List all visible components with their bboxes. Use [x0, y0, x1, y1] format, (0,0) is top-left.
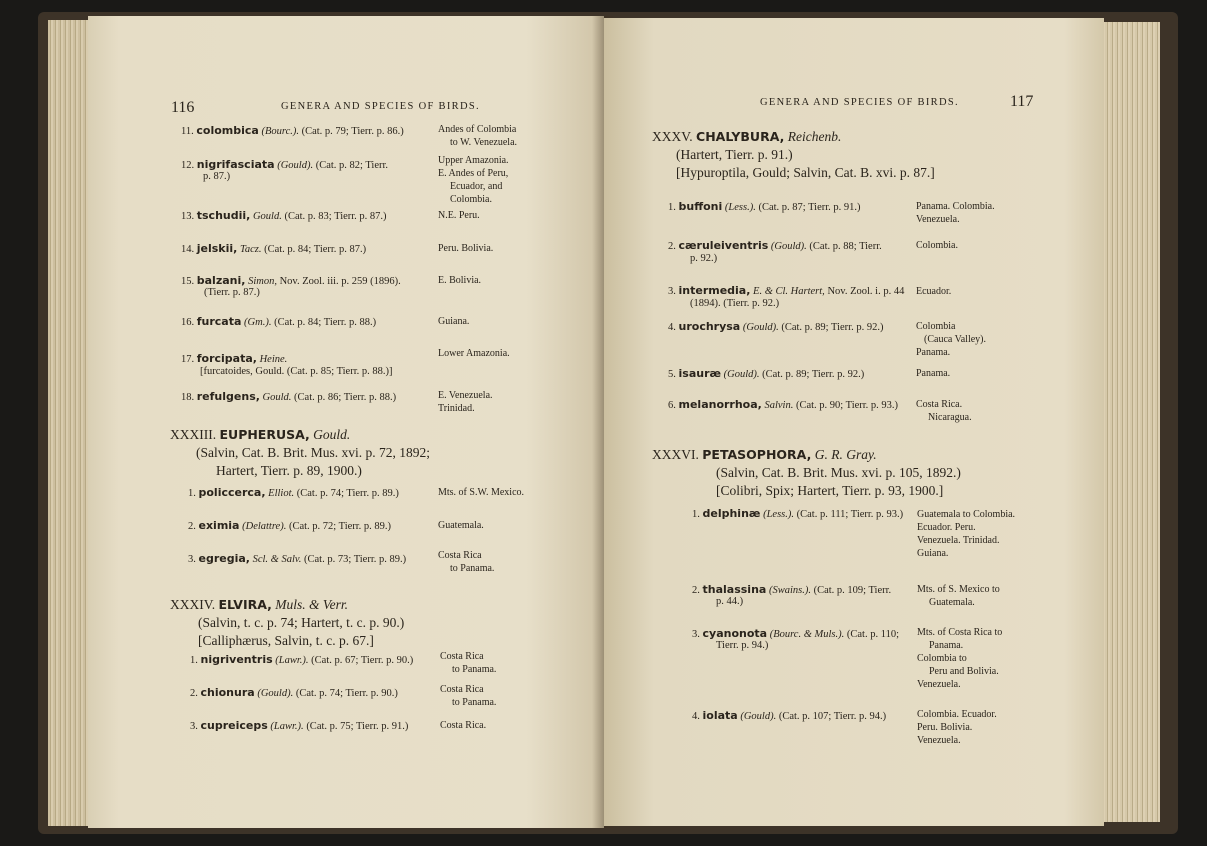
list-item: 2. chionura (Gould). (Cat. p. 74; Tierr. p. 90.): [190, 686, 398, 699]
species-name: isauræ: [678, 367, 722, 380]
list-item: 3. cupreiceps (Lawr.). (Cat. p. 75; Tierr. p. 91.): [190, 719, 409, 732]
page-number: 116: [171, 99, 195, 116]
species-name: urochrysa: [678, 320, 741, 333]
locality: Costa Rica to Panama.: [440, 651, 497, 675]
locality: Mts. of S. Mexico to Guatemala.: [917, 584, 1000, 608]
list-item: 2. eximia (Delattre). (Cat. p. 72; Tierr. p. 89.): [188, 519, 392, 532]
list-item: 6. melanorrhoa, Salvin. (Cat. p. 90; Tierr. p. 93.): [668, 398, 899, 411]
species-name: policcerca,: [198, 486, 266, 499]
species-name: eximia: [198, 519, 240, 532]
locality: Colombia.: [916, 240, 958, 251]
list-item: 12. nigrifasciata (Gould). (Cat. p. 82; Tierr.: [181, 158, 389, 171]
list-item: 13. tschudii, Gould. (Cat. p. 83; Tierr. p. 87.): [181, 209, 387, 222]
species-name: iolata: [702, 709, 738, 722]
locality: E. Venezuela. Trinidad.: [438, 390, 493, 414]
species-name: jelskii,: [196, 242, 238, 255]
right-page: GENERA AND SPECIES OF BIRDS. 117 XXXV. CHALYBURA, Reichenb. (Hartert, Tierr. p. 91.) [Hypuroptila, Gould; Salvin, Cat. B. xvi. p. 87.] 1. buffoni (Less.). (Cat. p. 87; Tierr. p. 91.) Panama. Colombia. Venezuela. 2. cæruleiventris (Gould). (Cat. p. 88; Tierr. p. 92.) Colombia. 3. intermedia, E. & Cl. Hartert, Nov. Zool. i. p. 44 (1894). (Tierr. p. 92.) Ecuador. 4. urochrysa (Gould). (Cat. p. 89; Tierr. p. 92.) Colombia (Cauca Valley). Panama. 5. isauræ (Gould). (Cat. p. 89; Tierr. p. 92.) Panama. 6. melanorrhoa, Salvin. (Cat. p. 90; Tierr. p. 93.) Costa Rica. Nicaragua. XXXVI. PETASOPHORA, G. R. Gray. (Salvin, Cat. B. Brit. Mus. xvi. p. 105, 1892.) [Colibri, Spix; Hartert, Tierr. p. 93, 1900.] 1. delphinæ (Less.). (Cat. p. 111; Tierr. p. 93.) Guatemala to Colombia. Ecuador. Peru. Venezuela. Trinidad. Guiana. 2. thalassina (Swains.). (Cat. p. 109; Tierr. p. 44.) Mts. of S. Mexico to Guatemala. 3. cyanonota (Bourc. & Muls.). (Cat. p. 110; Tierr. p. 94.) Mts. of Costa Rica to Panama. Colombia to Peru and Bolivia. Venezuela. 4. iolata (Gould). (Cat. p. 107; Tierr. p. 94.) Colombia. Ecuador. Peru. Bolivia. Venezuela.: [604, 18, 1104, 826]
species-name: egregia,: [198, 552, 250, 565]
species-name: colombica: [196, 124, 259, 137]
list-item: 3. intermedia, E. & Cl. Hartert, Nov. Zool. i. p. 44: [668, 284, 905, 297]
list-item: 17. forcipata, Heine.: [181, 352, 288, 365]
locality: Guatemala.: [438, 520, 484, 531]
species-name: balzani,: [196, 274, 246, 287]
list-item: 4. urochrysa (Gould). (Cat. p. 89; Tierr. p. 92.): [668, 320, 884, 333]
list-item: 3. egregia, Scl. & Salv. (Cat. p. 73; Tierr. p. 89.): [188, 552, 407, 565]
species-name: forcipata,: [196, 352, 257, 365]
genus-heading: XXXV. CHALYBURA, Reichenb.: [652, 129, 842, 144]
locality: Colombia. Ecuador. Peru. Bolivia. Venezuela.: [917, 709, 997, 746]
locality: Costa Rica to Panama.: [440, 684, 497, 708]
list-item: 1. policcerca, Elliot. (Cat. p. 74; Tierr. p. 89.): [188, 486, 399, 499]
list-item: 15. balzani, Simon, Nov. Zool. iii. p. 259 (1896).: [181, 274, 401, 287]
species-name: cæruleiventris: [678, 239, 769, 252]
species-name: melanorrhoa,: [678, 398, 762, 411]
genus-heading: XXXVI. PETASOPHORA, G. R. Gray.: [652, 447, 877, 462]
list-item: 5. isauræ (Gould). (Cat. p. 89; Tierr. p. 92.): [668, 367, 865, 380]
locality: Ecuador.: [916, 286, 952, 297]
locality: Panama.: [916, 368, 951, 379]
species-name: delphinæ: [702, 507, 761, 520]
locality: Upper Amazonia. E. Andes of Peru, Ecuador, and Colombia.: [438, 155, 509, 205]
locality: Andes of Colombia to W. Venezuela.: [438, 124, 518, 148]
locality: Guatemala to Colombia. Ecuador. Peru. Venezuela. Trinidad. Guiana.: [917, 509, 1016, 559]
page-edges-right: [1100, 22, 1160, 822]
list-item: 18. refulgens, Gould. (Cat. p. 86; Tierr. p. 88.): [181, 390, 397, 403]
locality: Costa Rica to Panama.: [438, 550, 495, 574]
list-item: 1. buffoni (Less.). (Cat. p. 87; Tierr. p. 91.): [668, 200, 861, 213]
species-name: nigriventris: [200, 653, 273, 666]
locality: Colombia (Cauca Valley). Panama.: [916, 321, 987, 358]
species-name: chionura: [200, 686, 255, 699]
list-item: 2. cæruleiventris (Gould). (Cat. p. 88; Tierr.: [668, 239, 882, 252]
locality: E. Bolivia.: [438, 275, 482, 286]
list-item: 3. cyanonota (Bourc. & Muls.). (Cat. p. 110;: [692, 627, 899, 640]
locality: Mts. of S.W. Mexico.: [438, 487, 525, 498]
genus-heading: XXXIV. ELVIRA, Muls. & Verr.: [170, 597, 349, 612]
genus-heading: XXXIII. EUPHERUSA, Gould.: [170, 427, 351, 442]
list-item: 14. jelskii, Tacz. (Cat. p. 84; Tierr. p. 87.): [181, 242, 367, 255]
locality: Mts. of Costa Rica to Panama. Colombia to Peru and Bolivia. Venezuela.: [917, 627, 1003, 690]
species-name: tschudii,: [196, 209, 251, 222]
locality: Costa Rica.: [440, 720, 487, 731]
species-name: thalassina: [702, 583, 767, 596]
locality: Costa Rica. Nicaragua.: [916, 399, 972, 423]
running-head: GENERA AND SPECIES OF BIRDS.: [281, 101, 480, 112]
locality: Lower Amazonia.: [438, 348, 510, 359]
left-page: 116 GENERA AND SPECIES OF BIRDS. 11. colombica (Bourc.). (Cat. p. 79; Tierr. p. 86.) Andes of Colombia to W. Venezuela. 12. nigrifasciata (Gould). (Cat. p. 82; Tierr. p. 87.) Upper Amazonia. E. Andes of Peru, Ecuador, and Colombia. 13. tschudii, Gould. (Cat. p. 83; Tierr. p. 87.) N.E. Peru. 14. jelskii, Tacz. (Cat. p. 84; Tierr. p. 87.) Peru. Bolivia. 15. balzani, Simon, Nov. Zool. iii. p. 259 (1896). (Tierr. p. 87.) E. Bolivia. 16. furcata (Gm.). (Cat. p. 84; Tierr. p. 88.) Guiana. 17. forcipata, Heine. [furcatoides, Gould. (Cat. p. 85; Tierr. p. 88.)] Lower Amazonia. 18. refulgens, Gould. (Cat. p. 86; Tierr. p. 88.) E. Venezuela. Trinidad. XXXIII. EUPHERUSA, Gould. (Salvin, Cat. B. Brit. Mus. xvi. p. 72, 1892; Hartert, Tierr. p. 89, 1900.) 1. policcerca, Elliot. (Cat. p. 74; Tierr. p. 89.) Mts. of S.W. Mexico. 2. eximia (Delattre). (Cat. p. 72; Tierr. p. 89.) Guatemala. 3. egregia, Scl. & Salv. (Cat. p. 73; Tierr. p. 89.) Costa Rica to Panama. XXXIV. ELVIRA, Muls. & Verr. (Salvin, t. c. p. 74; Hartert, t. c. p. 90.) [Calliphærus, Salvin, t. c. p. 67.] 1. nigriventris (Lawr.). (Cat. p. 67; Tierr. p. 90.) Costa Rica to Panama. 2. chionura (Gould). (Cat. p. 74; Tierr. p. 90.) Costa Rica to Panama. 3. cupreiceps (Lawr.). (Cat. p. 75; Tierr. p. 91.) Costa Rica.: [88, 16, 604, 828]
species-name: furcata: [196, 315, 242, 328]
species-name: cyanonota: [702, 627, 768, 640]
species-name: buffoni: [678, 200, 723, 213]
list-item: 4. iolata (Gould). (Cat. p. 107; Tierr. p. 94.): [692, 709, 887, 722]
locality: Peru. Bolivia.: [438, 243, 494, 254]
running-head: GENERA AND SPECIES OF BIRDS.: [760, 97, 959, 108]
species-name: cupreiceps: [200, 719, 268, 732]
locality: Panama. Colombia. Venezuela.: [916, 201, 995, 225]
list-item: 11. colombica (Bourc.). (Cat. p. 79; Tierr. p. 86.): [181, 124, 404, 137]
species-name: nigrifasciata: [196, 158, 275, 171]
list-item: 2. thalassina (Swains.). (Cat. p. 109; Tierr.: [692, 583, 892, 596]
list-item: 16. furcata (Gm.). (Cat. p. 84; Tierr. p. 88.): [181, 315, 377, 328]
list-item: 1. nigriventris (Lawr.). (Cat. p. 67; Tierr. p. 90.): [190, 653, 414, 666]
page-number: 117: [1010, 93, 1034, 110]
locality: N.E. Peru.: [438, 210, 480, 221]
species-name: intermedia,: [678, 284, 751, 297]
list-item: 1. delphinæ (Less.). (Cat. p. 111; Tierr. p. 93.): [692, 507, 904, 520]
locality: Guiana.: [438, 316, 470, 327]
species-name: refulgens,: [196, 390, 260, 403]
